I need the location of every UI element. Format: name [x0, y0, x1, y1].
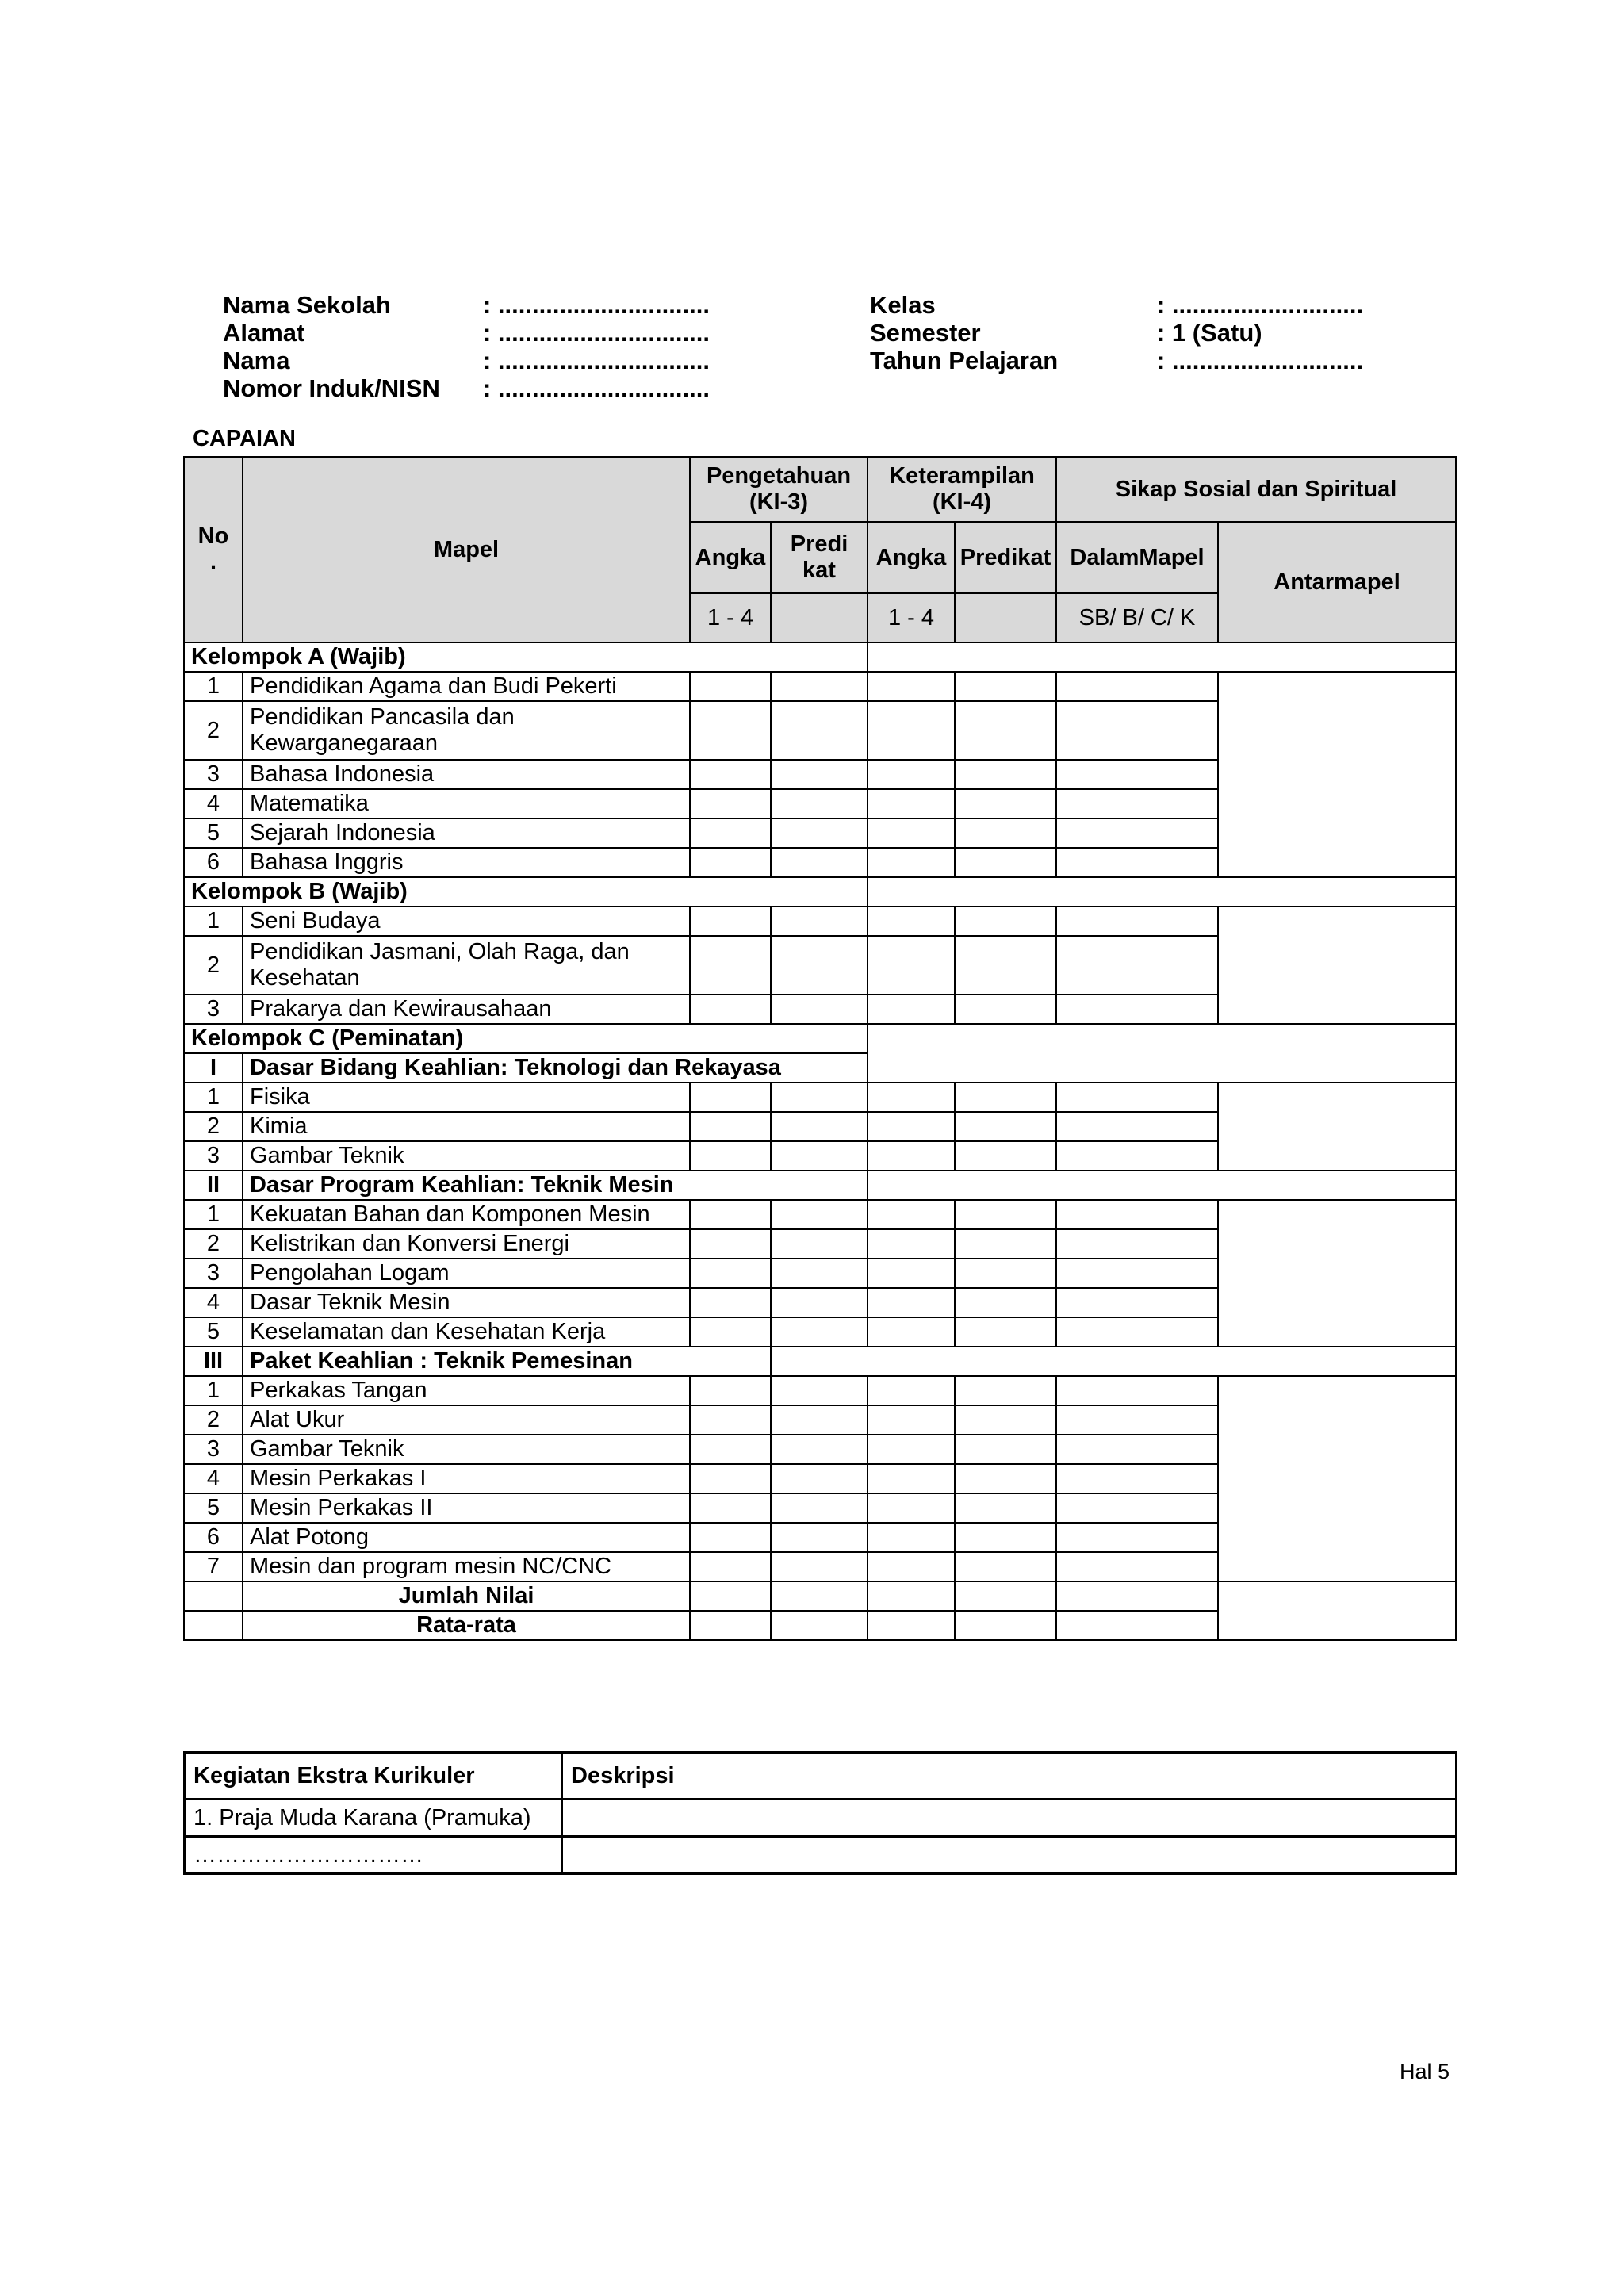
- grade-cell[interactable]: [868, 1141, 955, 1171]
- grade-cell[interactable]: [771, 1523, 868, 1552]
- subject-name: Pendidikan Agama dan Budi Pekerti: [243, 672, 690, 701]
- grade-cell[interactable]: [868, 1464, 955, 1493]
- grade-cell[interactable]: [868, 1229, 955, 1259]
- row-number: 2: [184, 701, 243, 760]
- grade-cell[interactable]: [690, 760, 771, 789]
- row-number: 3: [184, 1259, 243, 1288]
- ekstra-description-cell[interactable]: [562, 1800, 1457, 1837]
- grade-cell[interactable]: [868, 789, 955, 818]
- total-cell[interactable]: [1056, 1581, 1218, 1611]
- grade-cell[interactable]: [1056, 1200, 1218, 1229]
- average-cell[interactable]: [771, 1611, 868, 1640]
- row-number: 5: [184, 1317, 243, 1347]
- grade-cell[interactable]: [868, 1259, 955, 1288]
- header-angka-ki4: Angka: [868, 522, 955, 593]
- subject-name: Mesin Perkakas II: [243, 1493, 690, 1523]
- grade-cell[interactable]: [690, 818, 771, 848]
- empty-cell: [868, 1171, 1456, 1200]
- grade-cell[interactable]: [868, 936, 955, 995]
- grade-cell[interactable]: [690, 701, 771, 760]
- empty-cell: [184, 1581, 243, 1611]
- total-cell[interactable]: [690, 1581, 771, 1611]
- row-number: 1: [184, 672, 243, 701]
- grade-cell[interactable]: [690, 848, 771, 877]
- grade-cell[interactable]: [690, 1112, 771, 1141]
- subject-name: Fisika: [243, 1083, 690, 1112]
- grade-cell[interactable]: [771, 672, 868, 701]
- average-cell[interactable]: [1056, 1611, 1218, 1640]
- empty-cell: [184, 1611, 243, 1640]
- subject-name: Kekuatan Bahan dan Komponen Mesin: [243, 1200, 690, 1229]
- grade-cell[interactable]: [690, 1405, 771, 1435]
- grade-cell[interactable]: [771, 1552, 868, 1581]
- grade-cell[interactable]: [868, 1523, 955, 1552]
- subject-name: Bahasa Indonesia: [243, 760, 690, 789]
- total-cell[interactable]: [868, 1581, 955, 1611]
- grade-cell[interactable]: [771, 1229, 868, 1259]
- row-number: 2: [184, 1112, 243, 1141]
- grade-cell[interactable]: [955, 1229, 1056, 1259]
- grade-cell[interactable]: [1056, 995, 1218, 1024]
- grade-cell[interactable]: [955, 936, 1056, 995]
- label-nisn: Nomor Induk/NISN: [223, 374, 440, 402]
- ekstra-description-cell[interactable]: [562, 1837, 1457, 1874]
- section-title: Dasar Program Keahlian: Teknik Mesin: [243, 1171, 868, 1200]
- grade-cell[interactable]: [955, 1317, 1056, 1347]
- grade-cell[interactable]: [955, 701, 1056, 760]
- empty-cell: [868, 877, 1456, 907]
- section-title: Dasar Bidang Keahlian: Teknologi dan Rekayasa: [243, 1053, 868, 1083]
- grade-cell[interactable]: [955, 1259, 1056, 1288]
- grade-cell[interactable]: [690, 1552, 771, 1581]
- grade-cell[interactable]: [1056, 936, 1218, 995]
- grade-cell[interactable]: [868, 907, 955, 936]
- antarmapel-cell-c2[interactable]: [1218, 1200, 1456, 1347]
- grade-cell[interactable]: [1056, 1523, 1218, 1552]
- grade-cell[interactable]: [868, 848, 955, 877]
- grade-cell[interactable]: [868, 1317, 955, 1347]
- subject-name: Dasar Teknik Mesin: [243, 1288, 690, 1317]
- grade-cell[interactable]: [690, 1288, 771, 1317]
- grade-cell[interactable]: [771, 1141, 868, 1171]
- subject-name: Gambar Teknik: [243, 1141, 690, 1171]
- ekstra-table: [183, 1751, 1457, 1875]
- grade-cell[interactable]: [1056, 1317, 1218, 1347]
- row-number: 2: [184, 1229, 243, 1259]
- header-keterampilan: Keterampilan (KI-4): [868, 457, 1056, 522]
- grade-cell[interactable]: [955, 1200, 1056, 1229]
- grade-cell[interactable]: [1056, 1083, 1218, 1112]
- grade-cell[interactable]: [868, 701, 955, 760]
- total-cell[interactable]: [771, 1581, 868, 1611]
- row-number: 3: [184, 995, 243, 1024]
- grade-cell[interactable]: [771, 1405, 868, 1435]
- value-alamat: : ...............................: [483, 319, 710, 347]
- grade-cell[interactable]: [690, 1229, 771, 1259]
- header-predikat-ki4: Predikat: [955, 522, 1056, 593]
- subject-name: Kelistrikan dan Konversi Energi: [243, 1229, 690, 1259]
- grade-cell[interactable]: [771, 701, 868, 760]
- grade-cell[interactable]: [868, 1083, 955, 1112]
- grade-cell[interactable]: [771, 936, 868, 995]
- grade-cell[interactable]: [771, 1493, 868, 1523]
- header-no: No .: [184, 457, 243, 642]
- antarmapel-cell-a[interactable]: [1218, 672, 1456, 877]
- grade-cell[interactable]: [1056, 1288, 1218, 1317]
- row-number: 6: [184, 848, 243, 877]
- grade-cell[interactable]: [955, 672, 1056, 701]
- grade-cell[interactable]: [1056, 1259, 1218, 1288]
- subject-name: Kimia: [243, 1112, 690, 1141]
- grade-cell[interactable]: [955, 1288, 1056, 1317]
- grade-cell[interactable]: [771, 848, 868, 877]
- row-number: 4: [184, 1288, 243, 1317]
- grade-cell[interactable]: [690, 1523, 771, 1552]
- grade-cell[interactable]: [868, 1405, 955, 1435]
- subject-name: Matematika: [243, 789, 690, 818]
- row-number: 3: [184, 1435, 243, 1464]
- group-title-a: Kelompok A (Wajib): [184, 642, 868, 672]
- empty-cell: [771, 593, 868, 642]
- grade-cell[interactable]: [771, 995, 868, 1024]
- range-ki4: 1 - 4: [868, 593, 955, 642]
- grade-cell[interactable]: [868, 760, 955, 789]
- header-antarmapel: Antarmapel: [1218, 522, 1456, 642]
- ekstra-header-deskripsi: Deskripsi: [562, 1753, 1457, 1800]
- grade-cell[interactable]: [690, 1376, 771, 1405]
- row-number: 4: [184, 789, 243, 818]
- grade-cell[interactable]: [771, 1200, 868, 1229]
- header-dalam-mapel: DalamMapel: [1056, 522, 1218, 593]
- row-number: 5: [184, 1493, 243, 1523]
- row-number: 3: [184, 1141, 243, 1171]
- row-number: 6: [184, 1523, 243, 1552]
- grade-cell[interactable]: [955, 1141, 1056, 1171]
- section-number: II: [184, 1171, 243, 1200]
- antarmapel-cell-c3[interactable]: [1218, 1376, 1456, 1581]
- subject-name: Perkakas Tangan: [243, 1376, 690, 1405]
- grade-cell[interactable]: [690, 1259, 771, 1288]
- header-pengetahuan: Pengetahuan (KI-3): [690, 457, 868, 522]
- grade-cell[interactable]: [868, 672, 955, 701]
- grade-cell[interactable]: [771, 1376, 868, 1405]
- grade-cell[interactable]: [1056, 701, 1218, 760]
- row-number: 3: [184, 760, 243, 789]
- row-number: 4: [184, 1464, 243, 1493]
- subject-name: Pendidikan Pancasila dan Kewarganegaraan: [243, 701, 690, 760]
- value-nama: : ...............................: [483, 347, 710, 374]
- section-title: CAPAIAN: [193, 426, 296, 451]
- grade-cell[interactable]: [690, 672, 771, 701]
- grade-cell[interactable]: [771, 1464, 868, 1493]
- grade-cell[interactable]: [690, 1435, 771, 1464]
- header-sikap: Sikap Sosial dan Spiritual: [1056, 457, 1456, 522]
- section-title: Paket Keahlian : Teknik Pemesinan: [243, 1347, 771, 1376]
- grade-cell[interactable]: [690, 1493, 771, 1523]
- grade-cell[interactable]: [955, 818, 1056, 848]
- grade-cell[interactable]: [955, 995, 1056, 1024]
- grade-cell[interactable]: [771, 789, 868, 818]
- section-number: III: [184, 1347, 243, 1376]
- ekstra-activity: 1. Praja Muda Karana (Pramuka): [185, 1800, 562, 1837]
- row-number: 1: [184, 907, 243, 936]
- grade-cell[interactable]: [1056, 848, 1218, 877]
- grade-cell[interactable]: [955, 760, 1056, 789]
- grade-cell[interactable]: [771, 1435, 868, 1464]
- grade-cell[interactable]: [1056, 789, 1218, 818]
- subject-name: Alat Ukur: [243, 1405, 690, 1435]
- grade-cell[interactable]: [955, 1376, 1056, 1405]
- grade-cell[interactable]: [1056, 672, 1218, 701]
- grade-cell[interactable]: [955, 1435, 1056, 1464]
- value-nama-sekolah: : ...............................: [483, 291, 710, 319]
- subject-name: Prakarya dan Kewirausahaan: [243, 995, 690, 1024]
- grade-cell[interactable]: [690, 995, 771, 1024]
- grade-cell[interactable]: [771, 760, 868, 789]
- grade-cell[interactable]: [1056, 1405, 1218, 1435]
- empty-cell: [771, 1347, 1456, 1376]
- grade-cell[interactable]: [868, 818, 955, 848]
- average-cell[interactable]: [955, 1611, 1056, 1640]
- grade-cell[interactable]: [690, 1200, 771, 1229]
- grade-cell[interactable]: [1056, 1435, 1218, 1464]
- subject-name: Pendidikan Jasmani, Olah Raga, dan Kesehatan: [243, 936, 690, 995]
- subject-name: Pengolahan Logam: [243, 1259, 690, 1288]
- subject-name: Sejarah Indonesia: [243, 818, 690, 848]
- grade-cell[interactable]: [955, 1464, 1056, 1493]
- grade-cell[interactable]: [771, 907, 868, 936]
- grades-table: [183, 456, 1457, 1641]
- grade-cell[interactable]: [1056, 760, 1218, 789]
- grade-cell[interactable]: [690, 1083, 771, 1112]
- grade-cell[interactable]: [868, 1493, 955, 1523]
- grade-cell[interactable]: [868, 1112, 955, 1141]
- header-mapel: Mapel: [243, 457, 690, 642]
- grade-cell[interactable]: [1056, 907, 1218, 936]
- ekstra-header-kegiatan: Kegiatan Ekstra Kurikuler: [185, 1753, 562, 1800]
- grade-cell[interactable]: [955, 1523, 1056, 1552]
- grade-cell[interactable]: [1056, 818, 1218, 848]
- grade-cell[interactable]: [955, 1083, 1056, 1112]
- rata-rata-label: Rata-rata: [243, 1611, 690, 1640]
- label-alamat: Alamat: [223, 319, 305, 347]
- label-kelas: Kelas: [870, 291, 936, 319]
- grade-cell[interactable]: [771, 1317, 868, 1347]
- average-cell[interactable]: [868, 1611, 955, 1640]
- label-nama: Nama: [223, 347, 290, 374]
- section-number: I: [184, 1053, 243, 1083]
- total-cell[interactable]: [955, 1581, 1056, 1611]
- empty-cell: [955, 593, 1056, 642]
- grade-cell[interactable]: [1056, 1493, 1218, 1523]
- grade-cell[interactable]: [1056, 1229, 1218, 1259]
- grade-cell[interactable]: [868, 995, 955, 1024]
- grade-cell[interactable]: [868, 1200, 955, 1229]
- grade-cell[interactable]: [690, 1141, 771, 1171]
- empty-cell: [868, 1024, 1456, 1083]
- grade-cell[interactable]: [868, 1376, 955, 1405]
- grade-cell[interactable]: [955, 1405, 1056, 1435]
- grade-cell[interactable]: [955, 848, 1056, 877]
- value-tahun-pelajaran: : ............................: [1157, 347, 1364, 374]
- group-title-c: Kelompok C (Peminatan): [184, 1024, 868, 1053]
- subject-name: Keselamatan dan Kesehatan Kerja: [243, 1317, 690, 1347]
- label-tahun-pelajaran: Tahun Pelajaran: [870, 347, 1059, 374]
- subject-name: Mesin dan program mesin NC/CNC: [243, 1552, 690, 1581]
- antarmapel-cell-c1[interactable]: [1218, 1083, 1456, 1171]
- grade-cell[interactable]: [1056, 1552, 1218, 1581]
- subject-name: Seni Budaya: [243, 907, 690, 936]
- jumlah-nilai-label: Jumlah Nilai: [243, 1581, 690, 1611]
- grade-cell[interactable]: [868, 1435, 955, 1464]
- row-number: 7: [184, 1552, 243, 1581]
- range-sikap: SB/ B/ C/ K: [1056, 593, 1218, 642]
- grade-cell[interactable]: [690, 936, 771, 995]
- row-number: 1: [184, 1200, 243, 1229]
- header-angka-ki3: Angka: [690, 522, 771, 593]
- row-number: 1: [184, 1083, 243, 1112]
- grade-cell[interactable]: [955, 907, 1056, 936]
- grade-cell[interactable]: [690, 789, 771, 818]
- range-ki3: 1 - 4: [690, 593, 771, 642]
- grade-cell[interactable]: [690, 1464, 771, 1493]
- subject-name: Gambar Teknik: [243, 1435, 690, 1464]
- grade-cell[interactable]: [771, 1259, 868, 1288]
- grade-cell[interactable]: [771, 818, 868, 848]
- antarmapel-cell-b[interactable]: [1218, 907, 1456, 1024]
- grade-cell[interactable]: [1056, 1376, 1218, 1405]
- page-number: Hal 5: [1400, 2060, 1450, 2083]
- grade-cell[interactable]: [690, 907, 771, 936]
- empty-cell: [868, 642, 1456, 672]
- row-number: 1: [184, 1376, 243, 1405]
- subject-name: Mesin Perkakas I: [243, 1464, 690, 1493]
- grade-cell[interactable]: [868, 1288, 955, 1317]
- row-number: 2: [184, 1405, 243, 1435]
- subject-name: Bahasa Inggris: [243, 848, 690, 877]
- row-number: 5: [184, 818, 243, 848]
- grade-cell[interactable]: [955, 789, 1056, 818]
- grade-cell[interactable]: [1056, 1112, 1218, 1141]
- grade-cell[interactable]: [955, 1112, 1056, 1141]
- grade-cell[interactable]: [955, 1493, 1056, 1523]
- grade-cell[interactable]: [955, 1552, 1056, 1581]
- grade-cell[interactable]: [771, 1083, 868, 1112]
- subject-name: Alat Potong: [243, 1523, 690, 1552]
- value-semester: : 1 (Satu): [1157, 319, 1262, 347]
- value-nisn: : ...............................: [483, 374, 710, 402]
- average-cell[interactable]: [690, 1611, 771, 1640]
- total-antarmapel-cell[interactable]: [1218, 1581, 1456, 1640]
- label-nama-sekolah: Nama Sekolah: [223, 291, 391, 319]
- grade-cell[interactable]: [1056, 1464, 1218, 1493]
- grade-cell[interactable]: [1056, 1141, 1218, 1171]
- value-kelas: : ............................: [1157, 291, 1364, 319]
- ekstra-activity-blank: …………………………: [185, 1837, 562, 1874]
- label-semester: Semester: [870, 319, 981, 347]
- grade-cell[interactable]: [771, 1288, 868, 1317]
- grade-cell[interactable]: [771, 1112, 868, 1141]
- grade-cell[interactable]: [690, 1317, 771, 1347]
- header-predikat-ki3: Predi kat: [771, 522, 868, 593]
- grade-cell[interactable]: [868, 1552, 955, 1581]
- row-number: 2: [184, 936, 243, 995]
- group-title-b: Kelompok B (Wajib): [184, 877, 868, 907]
